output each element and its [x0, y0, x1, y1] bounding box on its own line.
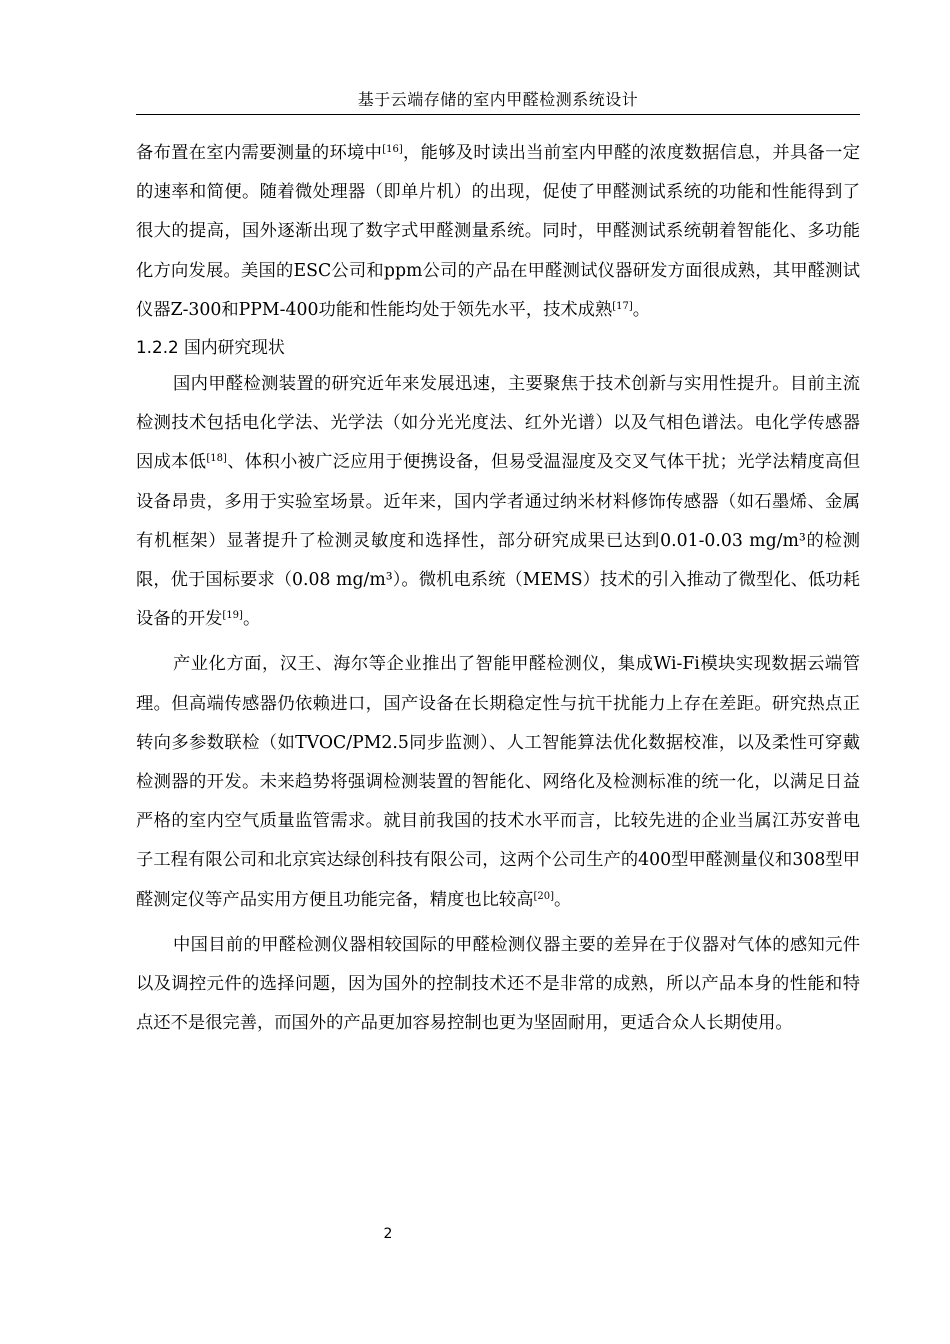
document-body [136, 134, 860, 1043]
citation-20: [20] [533, 890, 555, 902]
paragraph-1 [136, 134, 860, 330]
paragraph-3-text-2: 。 [554, 889, 572, 910]
citation-16: [16] [382, 144, 403, 155]
paragraph-1-text-1: 备布置在室内需要测量的环境中 [136, 143, 383, 163]
paragraph-3 [136, 645, 860, 919]
paragraph-1-text-3: 。 [632, 299, 651, 320]
paragraph-1-text-2: ，能够及时读出当前室内甲醛的浓度数据信息，并具备一定的速率和简便。随着微处理器（即单片机）的出现，促使了甲醛测试系统的功能和性能得到了很大的提高，国外逐渐出现了数字式甲醛测量系统。同时，甲醛测试系统朝着智能化、多功能化方向发展。美国的ESC公司和ppm公司的产品在甲醛测试仪器研发方面很成熟，其甲醛测试仪器Z-300和PPM-400功能和性能均处于领先水平，技术成熟 [136, 143, 860, 320]
citation-18: [18] [206, 453, 227, 465]
header-divider [136, 114, 860, 115]
paragraph-2-text-2: 、体积小被广泛应用于便携设备，但易受温湿度及交叉气体干扰；光学法精度高但设备昂贵，多用于实验室场景。近年来，国内学者通过纳米材料修饰传感器（如石墨烯、金属有机框架）显著提升了检测灵敏度和选择性，部分研究成果已达到0.01-0.03 mg/m³的检测限，优于国标要求（0.08 mg/m³）。微机电系统（MEMS）技术的引入推动了微型化、低功耗设备的开发 [136, 452, 860, 630]
paragraph-2-text-1: 国内甲醛检测装置的研究近年来发展迅速，主要聚焦于技术创新与实用性提升。目前主流检测技术包括电化学法、光学法（如分光光度法、红外光谱）以及气相色谱法。电化学传感器因成本低 [136, 374, 860, 473]
page-number: 2 [383, 1226, 393, 1242]
citation-17: [17] [612, 300, 633, 312]
paragraph-2 [136, 365, 860, 639]
citation-19: [19] [222, 610, 243, 622]
paragraph-4-text-1: 中国目前的甲醛检测仪器相较国际的甲醛检测仪器主要的差异在于仪器对气体的感知元件以及调控元件的选择问题，因为国外的控制技术还不是非常的成熟，所以产品本身的性能和特点还不是很完善，而国外的产品更加容易控制也更为坚固耐用，更适合众人长期使用。 [136, 934, 860, 1034]
paragraph-2-text-3: 。 [242, 609, 261, 630]
paragraph-3-text-1: 产业化方面，汉王、海尔等企业推出了智能甲醛检测仪，集成Wi-Fi模块实现数据云端管理。但高端传感器仍依赖进口，国产设备在长期稳定性与抗干扰能力上存在差距。研究热点正转向多参数联检（如TVOC/PM2.5同步监测）、人工智能算法优化数据校准，以及柔性可穿戴检测器的开发。未来趋势将强调检测装置的智能化、网络化及检测标准的统一化，以满足日益严格的室内空气质量监管需求。就目前我国的技术水平而言，比较先进的企业当属江苏安普电子工程有限公司和北京宾达绿创科技有限公司，这两个公司生产的400型甲醛测量仪和308型甲醛测定仪等产品实用方便且功能完备，精度也比较高 [136, 654, 860, 910]
page-header-title: 基于云端存储的室内甲醛检测系统设计 [357, 90, 639, 109]
paragraph-4 [136, 926, 860, 1044]
section-heading: 1.2.2 国内研究现状 [136, 337, 285, 358]
